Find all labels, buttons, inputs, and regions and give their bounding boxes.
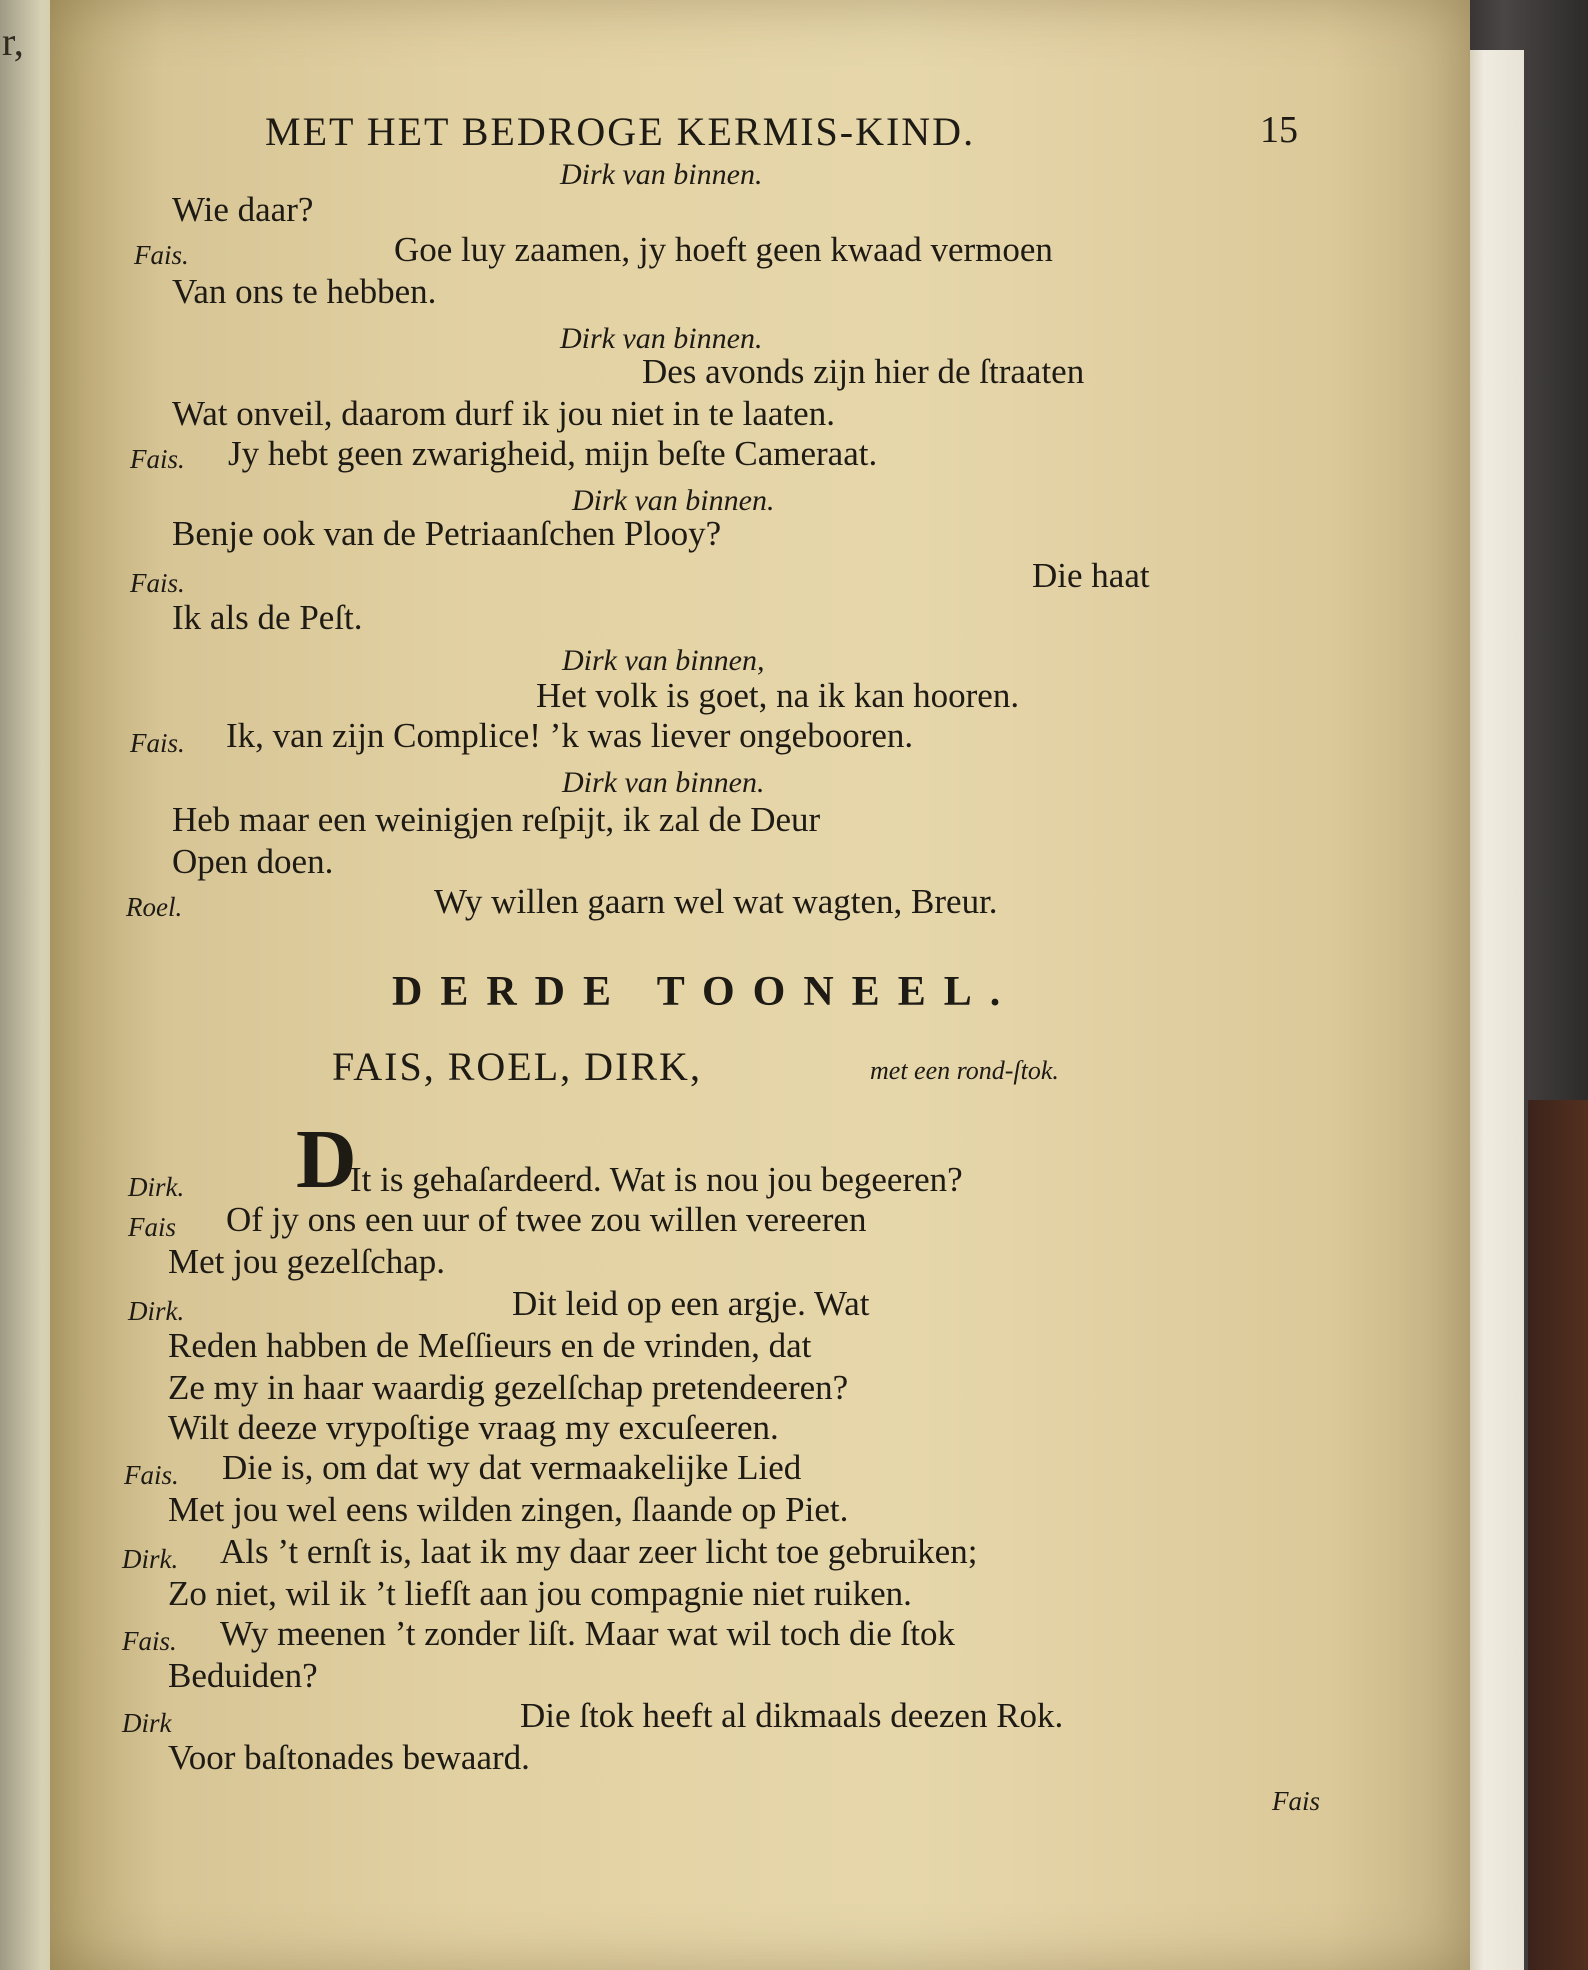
speaker-name: Dirk. bbox=[122, 1544, 179, 1574]
book-page bbox=[50, 0, 1470, 1970]
running-head: MET HET BEDROGE KERMIS-KIND. bbox=[265, 109, 976, 154]
verse-line: Ik als de Peſt. bbox=[172, 598, 363, 637]
verse-line: Het volk is goet, na ik kan hooren. bbox=[536, 676, 1020, 715]
verse-line: Wie daar? bbox=[172, 190, 314, 229]
verse-line: It is gehaſardeerd. Wat is nou jou begeeren? bbox=[350, 1160, 963, 1199]
stage-direction: Dirk van binnen. bbox=[572, 484, 775, 517]
verse-line: Beduiden? bbox=[168, 1656, 318, 1695]
verse-line: Die is, om dat wy dat vermaakelijke Lied bbox=[222, 1448, 802, 1487]
verse-line: Met jou gezelſchap. bbox=[168, 1242, 445, 1281]
speaker-name: Fais bbox=[128, 1212, 177, 1242]
page-edge-right bbox=[1462, 50, 1524, 1970]
speaker-name: Fais. bbox=[124, 1460, 179, 1490]
verse-line: Wat onveil, daarom durf ik jou niet in te laaten. bbox=[172, 394, 835, 433]
background-table bbox=[1528, 1100, 1588, 1970]
verse-line: Heb maar een weinigjen reſpijt, ik zal de Deur bbox=[172, 800, 821, 839]
verse-line: Open doen. bbox=[172, 842, 334, 881]
verse-line: Die ſtok heeft al dikmaals deezen Rok. bbox=[520, 1696, 1064, 1735]
verse-line: Goe luy zaamen, jy hoeft geen kwaad vermoen bbox=[394, 230, 1053, 269]
verse-line: Wilt deeze vrypoſtige vraag my excuſeeren. bbox=[168, 1408, 779, 1447]
verse-line: Jy hebt geen zwarigheid, mijn beſte Cameraat. bbox=[228, 434, 878, 473]
verse-line: Of jy ons een uur of twee zou willen vereeren bbox=[226, 1200, 867, 1239]
verse-line: Met jou wel eens wilden zingen, ſlaande op Piet. bbox=[168, 1490, 849, 1529]
verse-line: Dit leid op een argje. Wat bbox=[512, 1284, 870, 1323]
drop-cap: D bbox=[296, 1113, 357, 1206]
catchword: Fais bbox=[1272, 1786, 1321, 1816]
verse-line: Reden habben de Meſſieurs en de vrinden, dat bbox=[168, 1326, 812, 1365]
verse-line: Ze my in haar waardig gezelſchap pretendeeren? bbox=[168, 1368, 849, 1407]
verse-line: Die haat bbox=[1032, 556, 1150, 595]
speaker-name: Roel. bbox=[126, 892, 183, 922]
scene-characters-note: met een rond-ſtok. bbox=[870, 1056, 1059, 1085]
verse-line: Benje ook van de Petriaanſchen Plooy? bbox=[172, 514, 722, 553]
speaker-name: Dirk. bbox=[128, 1296, 185, 1326]
page-number: 15 bbox=[1260, 109, 1298, 151]
speaker-name: Fais. bbox=[130, 728, 185, 758]
verse-line: Zo niet, wil ik ’t liefſt aan jou compagnie niet ruiken. bbox=[168, 1574, 912, 1613]
speaker-name: Dirk. bbox=[128, 1172, 185, 1202]
speaker-name: Fais. bbox=[130, 444, 185, 474]
verse-line: Ik, van zijn Complice! ’k was liever ongebooren. bbox=[226, 716, 914, 755]
speaker-name: Dirk bbox=[122, 1708, 172, 1738]
verse-line: Wy meenen ’t zonder liſt. Maar wat wil toch die ſtok bbox=[220, 1614, 955, 1653]
previous-page-text: r, bbox=[2, 19, 24, 64]
speaker-name: Fais. bbox=[122, 1626, 177, 1656]
stage-direction: Dirk van binnen, bbox=[562, 644, 765, 677]
verse-line: Van ons te hebben. bbox=[172, 272, 437, 311]
verse-line: Des avonds zijn hier de ſtraaten bbox=[642, 352, 1085, 391]
stage-direction: Dirk van binnen. bbox=[562, 766, 765, 799]
stage-direction: Dirk van binnen. bbox=[560, 322, 763, 355]
scene-characters: FAIS, ROEL, DIRK, bbox=[332, 1044, 702, 1089]
stage-direction: Dirk van binnen. bbox=[560, 158, 763, 191]
verse-line: Als ’t ernſt is, laat ik my daar zeer licht toe gebruiken; bbox=[220, 1532, 978, 1571]
speaker-name: Fais. bbox=[130, 568, 185, 598]
verse-line: Wy willen gaarn wel wat wagten, Breur. bbox=[434, 882, 998, 921]
speaker-name: Fais. bbox=[134, 240, 189, 270]
verse-line: Voor baſtonades bewaard. bbox=[168, 1738, 530, 1777]
scene-title: DERDE TOONEEL. bbox=[392, 969, 1019, 1015]
